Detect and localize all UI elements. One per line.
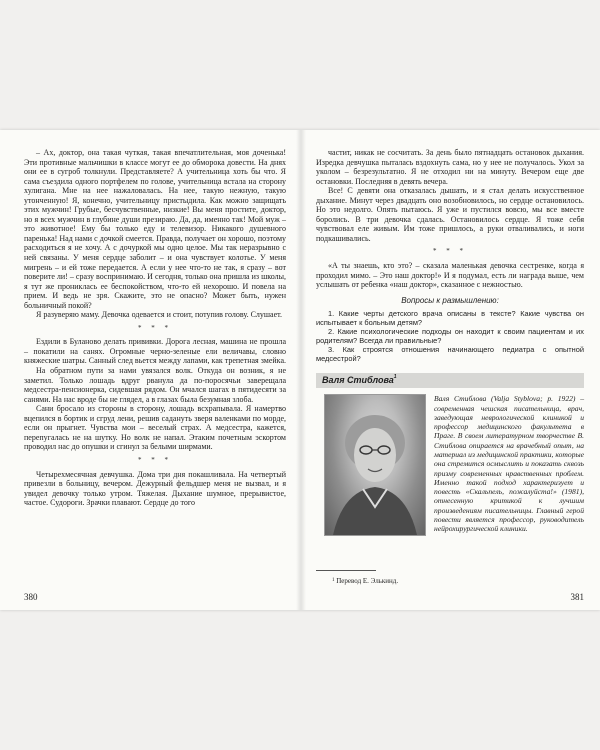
question-item: 1. Какие черты детского врача описаны в тексте? Какие чувства он испытывает к больным детям? <box>316 309 584 328</box>
author-bio <box>316 394 584 564</box>
right-text-column <box>316 148 584 587</box>
paragraph: – Ах, доктор, она такая чуткая, такая впечатлительная, моя доченька! Эти противные мальчишки в классе могут ее до обморока довести. На днях они ее в сугроб толкнули. Представляете? А учительница хоть бы что. Я сама съездила одного портфелем по голове, учительница встала на сторону хулигана. Мне на нее нажаловалась. На нее, такую нежную, такую утонченную! Я, конечно, учительницу пристыдила. Как можно защищать этих мужчин! Грубые, бесчувственные, низкие! Вы меня простите, доктор, но я всех мужчин в глубине души презираю. Да, да, именно так! Мой муж – это животное! Ему бы только еду и телевизор. Никакого душевного паренька! Над нами с дочкой смеется. Правда, получает он хорошо, поэтому расходиться я не хочу. А с дочуркой мы одно целое. Мы так неразрывно с ней связаны. У меня сердце заболит – и она чувствует колотье. У меня мигрень – и ей тоже передается. А если у нее что-то не так, я сразу – вот поверите ли! – сразу воспринимаю. И сегодня, только она пришла из школы, я тут же прониклась ее беспокойством, что-то ей нехорошо. И повела на прием. И ведь не зря. Скажите, это не опасно? Может быть, нужен больничный покой? <box>24 148 286 310</box>
left-text-column <box>24 148 286 508</box>
paragraph: Четырехмесячная девчушка. Дома три дня покашливала. На четвертый привезли в больницу, вечером. Дежурный фельдшер меня не вызвал, и я увидел девочку только утром. Тяжелая. Дыхание шумное, прерывистое, частое. Судороги. Зрачки плавают. Сердце до того <box>24 469 286 508</box>
left-page <box>0 130 298 610</box>
questions-list <box>316 309 584 363</box>
question-item: 3. Как строятся отношения начинающего педиатра с опытной медсестрой? <box>316 345 584 364</box>
author-heading-bar <box>316 373 584 388</box>
paragraph: Все! С девяти она отказалась дышать, и я стал делать искусственное дыхание. Минут через двадцать оно возобновилось, но сердце остановилось. Но это недолго. Опять пытаюсь. Я уже и пустился вовсю, мы все вместе боролись. В три девочка сдалась. Остановилось сердце. Я тоже себя чувствовал еле живым. Им тоже пришлось, а руки отваливались, и ноги подкашивались. <box>316 186 584 243</box>
author-name: Валя Стиблова <box>322 375 394 386</box>
paragraph: «А ты знаешь, кто это? – сказала маленькая девочка сестренке, когда я проходил мимо. – Это наш доктор!» И я подумал, есть ли награда выше, чем услышать от ребенка «наш доктор», сказанное с нежностью. <box>316 261 584 290</box>
footnote <box>316 577 584 587</box>
footnote-marker: 1 <box>393 374 397 381</box>
paragraph: Сани бросало из стороны в сторону, лошадь всхрапывала. Я намертво вцепился в бортик и сгруд лени, решив садануть зверя валенками по морде, если он прыгнет. Чувства мои – веселый страх. А медсестра, кажется, перепугалась не на шутку. Но волк не напал. Этаким почетным эскортом проводил нас до опушки и сгинул за белыми ширмами. <box>24 404 286 452</box>
questions-heading: Вопросы к размышлению: <box>401 295 499 305</box>
section-divider: * * * <box>433 247 467 256</box>
author-bio-text: Валя Стиблова (Valja Styblova; р. 1922) – современная чешская писательница, врач, заведующая неврологической клиникой и профессор медицинского факультета в Праге. В своем литературном творчестве В. Стиблова опирается на врачебный опыт, на материал из медицинской практики, которые она стремится осмыслить и показать сквозь призму современных нравственных проблем. Именно такой подход характеризует и повесть «Скальпель, пожалуйста!» (1981), отнесенную критикой к лучшим произведениям писательницы. Главный герой повести является профессор, руководитель нейрохирургической клиники. <box>434 394 584 534</box>
footnote-text: Перевод Е. Элькинд. <box>336 577 399 586</box>
right-page <box>302 130 600 610</box>
section-divider: * * * <box>138 323 172 332</box>
footnote-rule <box>316 570 376 571</box>
footnote-marker: 1 <box>332 578 335 584</box>
page-number-right: 381 <box>570 592 584 602</box>
portrait-illustration <box>325 395 425 535</box>
section-divider: * * * <box>138 455 172 464</box>
author-portrait-photo <box>324 394 426 536</box>
paragraph: На обратном пути за нами увязался волк. Откуда он возник, я не заметил. Только лошадь вдруг рванула да по-поросячьи заверещала медсестра-пенсионерка, сидевшая рядом. Он мчался шагах в пятидесяти за санями. На нас вроде бы не глядел, а в глазах была безумная злоба. <box>24 366 286 404</box>
book-spread <box>0 130 600 610</box>
paragraph: Ездили в Буланово делать прививки. Дорога лесная, машина не прошла – покатили на санях. Огромные черно-зеленые ели величавы, словно княжеские шатры. Санный след вьется между лапами, как трепетная змейка. <box>24 337 286 366</box>
question-item: 2. Какие психологические подходы он находит к своим пациентам и их родителям? Всегда ли правильные? <box>316 327 584 346</box>
paragraph: Я разуверяю маму. Девочка одевается и стоит, потупив голову. Слушает. <box>36 310 283 320</box>
page-number-left: 380 <box>24 592 38 602</box>
paragraph: частит, никак не сосчитать. За день было пятнадцать остановок дыхания. Изредка девчушка пыталась вздохнуть сама, но у нее не получалось. Укол за уколом – безрезультатно. Я не отходил ни на минуту. Вечером еще две остановки. Последняя в девять вечера. <box>316 148 584 186</box>
